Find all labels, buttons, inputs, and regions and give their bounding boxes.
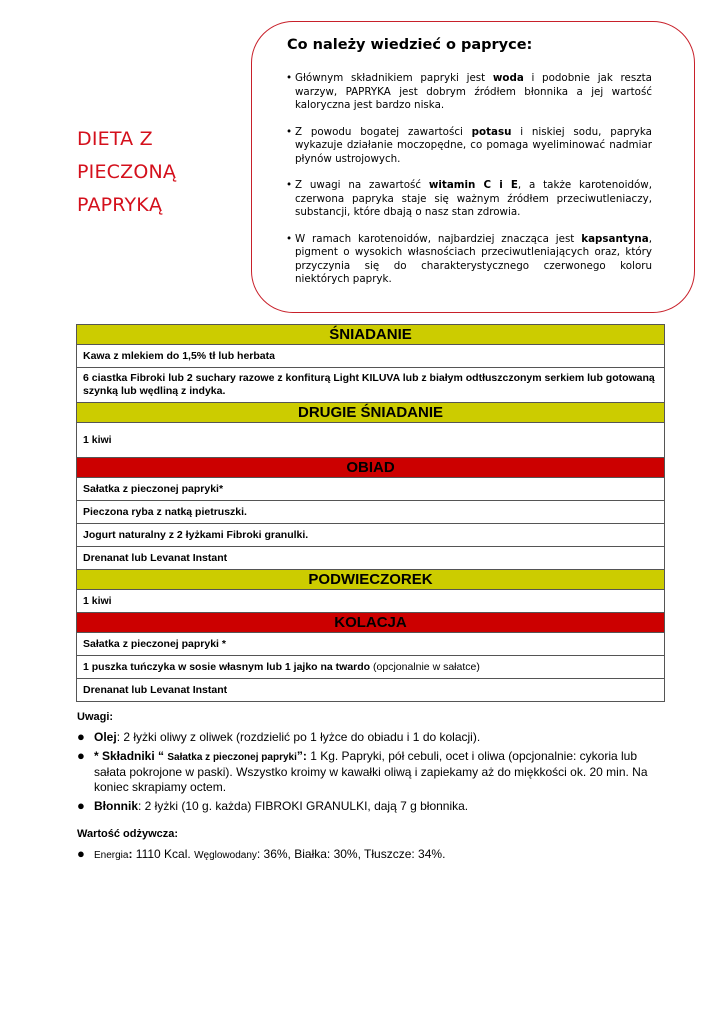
meal-plan-table bbox=[76, 324, 665, 702]
nutrition-item: ● Energia: 1110 Kcal. Węglowodany: 36%, Białka: 30%, Tłuszcze: 34%. bbox=[77, 846, 446, 861]
lunch-heading: OBIAD bbox=[77, 458, 665, 478]
lunch-header-row bbox=[77, 458, 665, 478]
snack-heading: PODWIECZOREK bbox=[77, 570, 665, 590]
table-row: Drenanat lub Levanat Instant bbox=[77, 547, 665, 570]
table-row: 1 puszka tuńczyka w sosie własnym lub 1 jajko na twardo (opcjonalnie w sałatce) bbox=[77, 656, 665, 679]
bullet-icon: • bbox=[286, 179, 293, 191]
bullet-icon: ● bbox=[77, 798, 85, 813]
bullet-icon: ● bbox=[77, 748, 85, 763]
notes-section bbox=[77, 710, 667, 867]
table-row: 6 ciastka Fibroki lub 2 suchary razowe z konfiturą Light KILUVA lub z białym odtłuszczonym serkiem lub gotowaną szynką lub wędliną z indyka. bbox=[77, 368, 665, 403]
table-row: Sałatka z pieczonej papryki * bbox=[77, 633, 665, 656]
table-row: Drenanat lub Levanat Instant bbox=[77, 679, 665, 702]
info-item: • W ramach karotenoidów, najbardziej znacząca jest kapsantyna, pigment o wysokich własnościach przeciwutleniających oraz, który przyczynia się do charakterystycznego czerwonego koloru niektórych papryk. bbox=[286, 232, 652, 285]
info-box bbox=[251, 21, 695, 313]
breakfast-heading: ŚNIADANIE bbox=[77, 325, 665, 345]
note-item: ● Olej: 2 łyżki oliwy z oliwek (rozdzielić po 1 łyżce do obiadu i 1 do kolacji). bbox=[77, 729, 481, 744]
bullet-icon: • bbox=[286, 125, 293, 138]
second-breakfast-heading: DRUGIE ŚNIADANIE bbox=[77, 403, 665, 423]
table-row: Jogurt naturalny z 2 łyżkami Fibroki granulki. bbox=[77, 524, 665, 547]
table-row: Pieczona ryba z natką pietruszki. bbox=[77, 501, 665, 524]
note-item: ● Błonnik: 2 łyżki (10 g. każda) FIBROKI GRANULKI, dają 7 g błonnika. bbox=[77, 798, 469, 813]
snack-header-row bbox=[77, 570, 665, 590]
title-line-1: DIETA Z bbox=[77, 128, 153, 150]
bullet-icon: • bbox=[286, 72, 293, 84]
dinner-heading: KOLACJA bbox=[77, 613, 665, 633]
info-list bbox=[286, 72, 652, 300]
title-line-3: PAPRYKĄ bbox=[77, 194, 163, 216]
info-item: • Z powodu bogatej zawartości potasu i niskiej sodu, papryka wykazuje działanie moczopędne, co pomaga wyeliminować nadmiar płynów ustrojowych. bbox=[286, 125, 652, 165]
bullet-icon: ● bbox=[77, 729, 85, 744]
diet-title bbox=[77, 123, 247, 222]
note-item: ● * Składniki “ Sałatka z pieczonej papryki”: 1 Kg. Papryki, pół cebuli, ocet i oliwa (opcjonalnie: cykoria lub sałata pokrojone w paski). Wszystko kroimy w kawałki oliwą i zapiekamy aż do miękkości ok. 20 min. Na koniec skrapiamy octem. bbox=[77, 748, 648, 794]
dinner-header-row bbox=[77, 613, 665, 633]
table-row: 1 kiwi bbox=[77, 423, 665, 458]
info-heading: Co należy wiedzieć o papryce: bbox=[287, 37, 533, 53]
bullet-icon: • bbox=[286, 232, 293, 245]
info-item: • Z uwagi na zawartość witamin C i E, a także karotenoidów, czerwona papryka staje się ważnym źródłem przeciwutleniaczy, substancji, które dbają o nasz stan zdrowia. bbox=[286, 179, 652, 218]
title-line-2: PIECZONĄ bbox=[77, 161, 177, 183]
bullet-icon: ● bbox=[77, 846, 85, 861]
table-row: Sałatka z pieczonej papryki* bbox=[77, 478, 665, 501]
info-item: • Głównym składnikiem papryki jest woda i podobnie jak reszta warzyw, PAPRYKA jest dobrym źródłem błonnika a jej wartość kaloryczna jest bardzo niska. bbox=[286, 72, 652, 111]
notes-heading: Uwagi: bbox=[77, 711, 114, 723]
nutrition-heading: Wartość odżywcza: bbox=[77, 828, 179, 840]
second-breakfast-header-row bbox=[77, 403, 665, 423]
breakfast-header-row bbox=[77, 325, 665, 345]
table-row: Kawa z mlekiem do 1,5% tł lub herbata bbox=[77, 345, 665, 368]
table-row: 1 kiwi bbox=[77, 590, 665, 613]
